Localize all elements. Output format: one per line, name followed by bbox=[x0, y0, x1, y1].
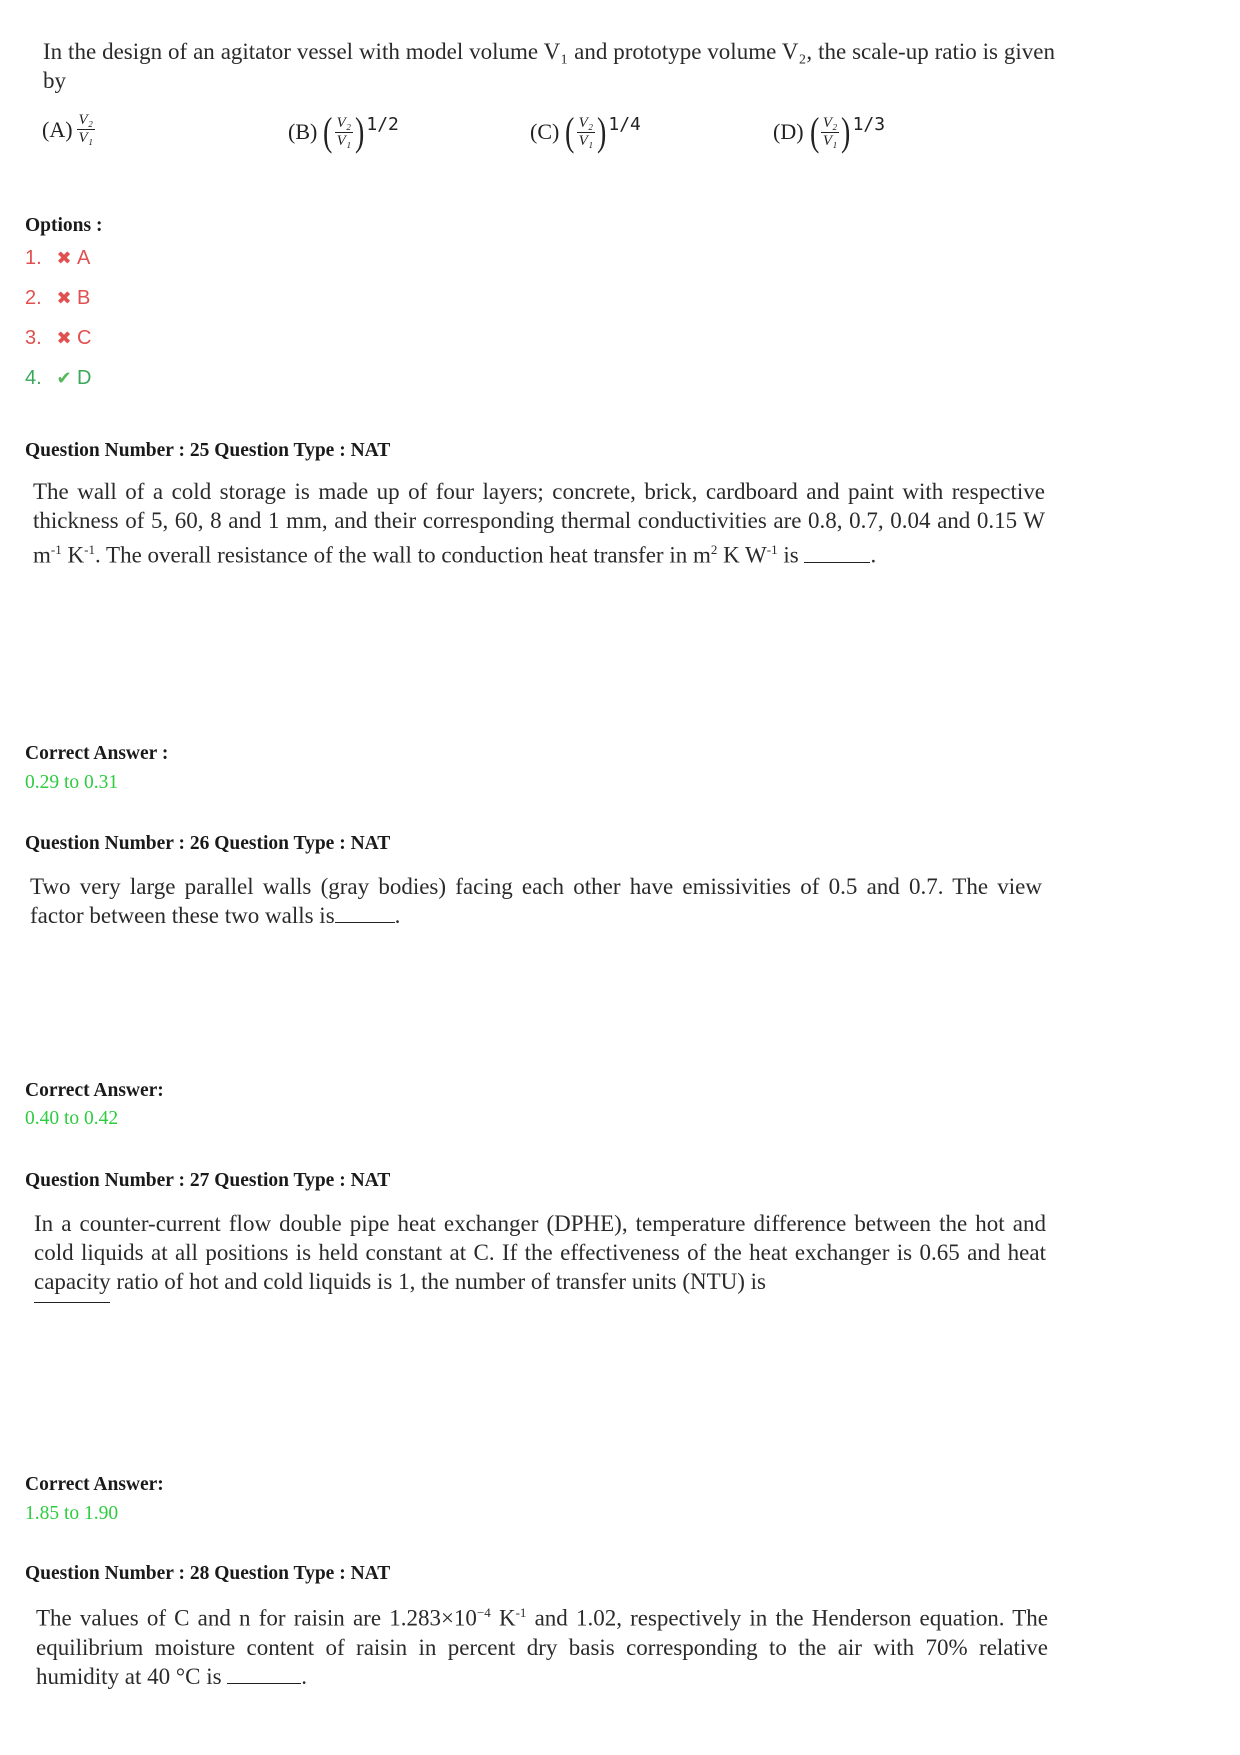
cross-mark-icon: ✖ bbox=[56, 327, 72, 348]
q25-answer: 0.29 to 0.31 bbox=[25, 772, 119, 793]
q26-text: Two very large parallel walls (gray bodies) facing each other have emissivities of 0.5 and 0.7. The view factor between these two walls is . bbox=[30, 874, 1042, 928]
q24-choice-d: (D) ( $\frac{\text{V₂}}{\text{V₁}}$ ) 1/3 bbox=[773, 109, 886, 154]
q27-header: Question Number : 27 Question Type : NAT bbox=[25, 1170, 391, 1191]
q27-answer-blank bbox=[34, 1302, 110, 1303]
cross-mark-icon: ✖ bbox=[56, 287, 72, 308]
answer-blank bbox=[335, 904, 395, 923]
q24-choice-c: (C) ( $\frac{\text{V₂}}{\text{V₁}}$ ) 1/4 bbox=[530, 109, 641, 154]
check-mark-icon: ✔ bbox=[56, 367, 72, 388]
answer-blank bbox=[227, 1665, 301, 1684]
q27-answer-label: Correct Answer: bbox=[25, 1474, 164, 1495]
q26-answer-label: Correct Answer: bbox=[25, 1080, 164, 1101]
q24-choice-b: (B) ( $\frac{\text{V₂}}{\text{V₁}}$ ) 1/2 bbox=[288, 109, 399, 154]
q28-text: The values of C and n for raisin are $1.283\times 10^{-4}$ $K^{-1}$ and 1.02, respectively in the Henderson equation. The equilibrium moisture content of raisin in percent dry basis corresponding to the air with 70% relative humidity at 40 °C is . bbox=[36, 1605, 1048, 1689]
q25-answer-label: Correct Answer : bbox=[25, 743, 169, 764]
q26-header: Question Number : 26 Question Type : NAT bbox=[25, 833, 391, 854]
q25-text: The wall of a cold storage is made up of four layers; concrete, brick, cardboard and paint with respective thickness of 5, 60, 8 and 1 mm, and their corresponding thermal conductivities are 0.8, 0.7, 0.04 and 0.15 W $m^{-1}$ $K^{-1}$. The overall resistance of the wall to conduction heat transfer in $m^2$ K $W^{-1}$ is . bbox=[33, 479, 1045, 568]
q25-header: Question Number : 25 Question Type : NAT bbox=[25, 440, 391, 461]
options-label: Options : bbox=[25, 215, 103, 236]
options-list bbox=[25, 244, 91, 392]
cross-mark-icon: ✖ bbox=[56, 247, 72, 268]
option-1: 1. ✖ A bbox=[25, 246, 91, 269]
q27-text: In a counter-current flow double pipe heat exchanger (DPHE), temperature difference between the hot and cold liquids at all positions is held constant at C. If the effectiveness of the heat exchanger is 0.65 and heat capacity ratio of hot and cold liquids is 1, the number of transfer units (NTU) is bbox=[34, 1211, 1046, 1294]
q26-answer: 0.40 to 0.42 bbox=[25, 1108, 119, 1129]
answer-blank bbox=[804, 544, 870, 563]
q24-text: In the design of an agitator vessel with model volume V₁ and prototype volume V₂, the scale-up ratio is given by bbox=[43, 39, 1055, 93]
option-3: 3. ✖ C bbox=[25, 326, 92, 349]
option-2: 2. ✖ B bbox=[25, 286, 91, 309]
q24-choice-a: (A) $\frac{\text{V₂}}{\text{V₁}}$ bbox=[42, 112, 93, 146]
option-4: 4. ✔ D bbox=[25, 366, 92, 389]
q28-header: Question Number : 28 Question Type : NAT bbox=[25, 1563, 391, 1584]
q27-answer: 1.85 to 1.90 bbox=[25, 1503, 119, 1524]
